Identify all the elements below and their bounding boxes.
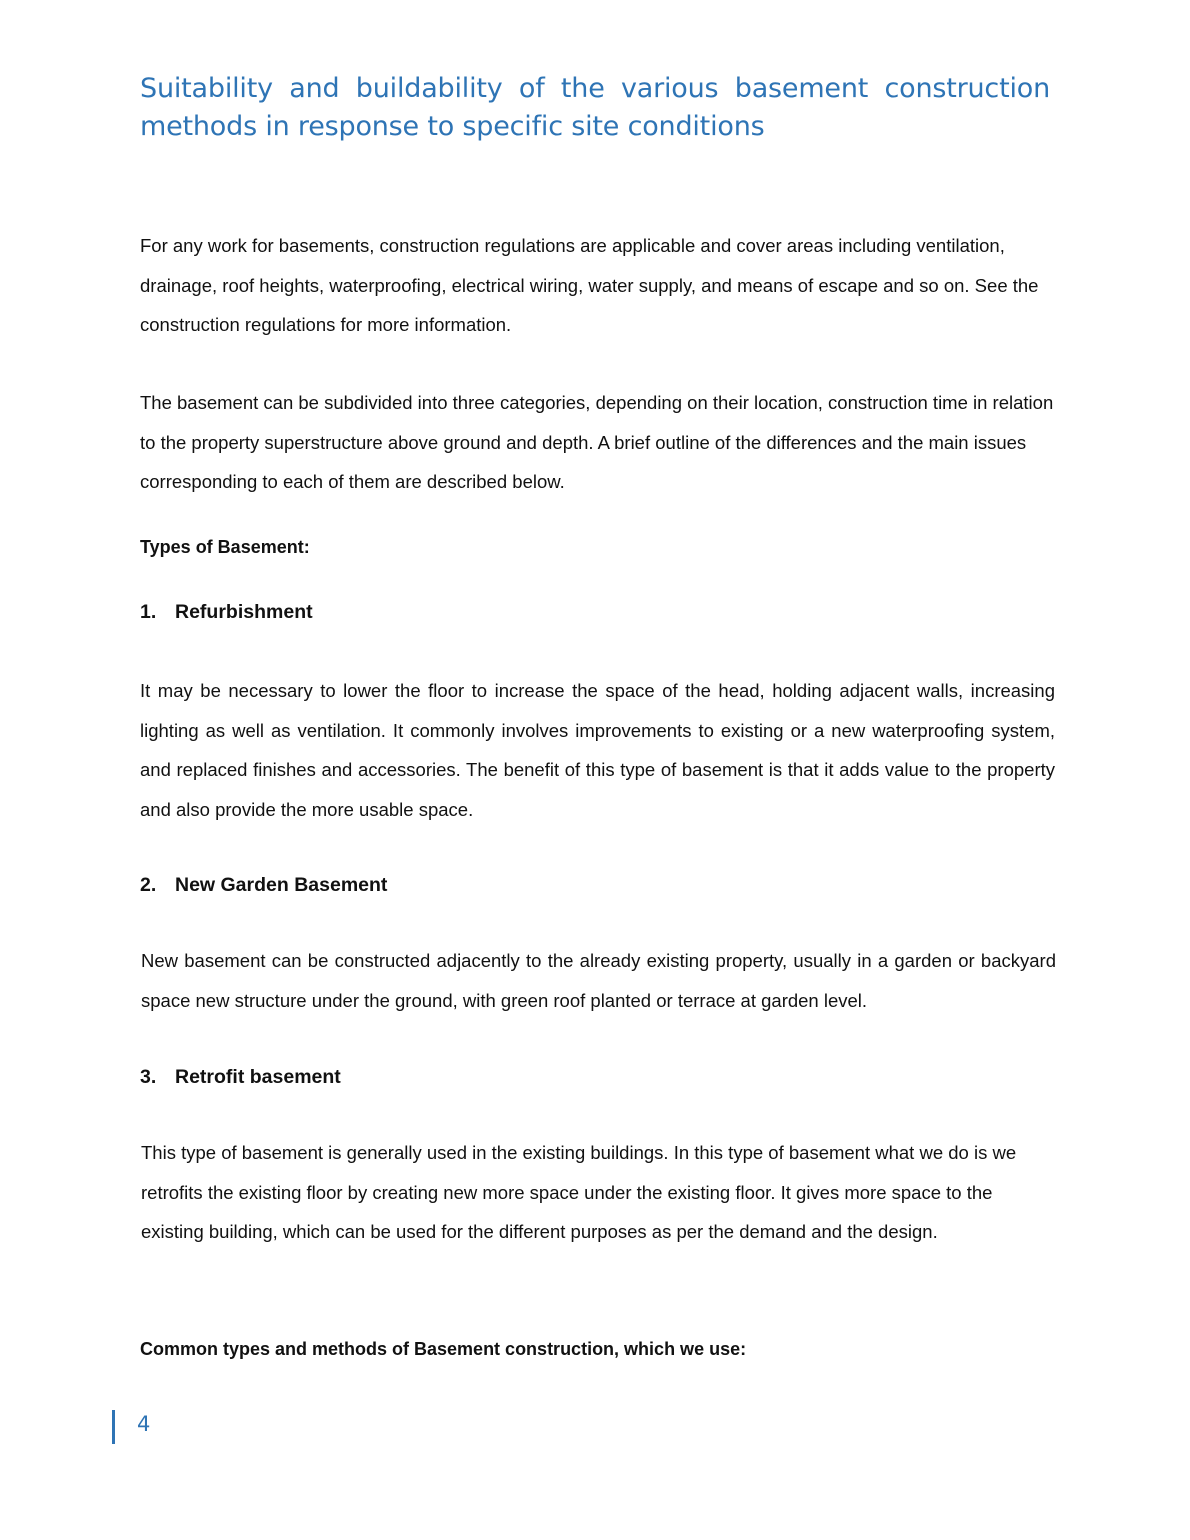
- methods-label: Common types and methods of Basement construction, which we use:: [140, 1339, 747, 1359]
- document-title: Suitability and buildability of the various basement construction methods in response to specific site conditions: [140, 73, 1050, 142]
- section-heading-refurbishment: [140, 601, 313, 624]
- types-of-basement-label: Types of Basement:: [140, 537, 310, 557]
- section-title: Retrofit basement: [175, 1066, 341, 1088]
- categories-intro-paragraph: The basement can be subdivided into three categories, depending on their location, construction time in relation to the property superstructure above ground and depth. A brief outline of the differences and the main issues corresponding to each of them are described below.: [140, 392, 1054, 492]
- intro-paragraph: For any work for basements, construction regulations are applicable and cover areas including ventilation, drainage, roof heights, waterproofing, electrical wiring, water supply, and means of escape and so on. See the construction regulations for more information.: [140, 235, 1039, 335]
- section-title: Refurbishment: [175, 601, 313, 623]
- section-paragraph-new-garden-basement: New basement can be constructed adjacently to the already existing property, usually in a garden or backyard space new structure under the ground, with green roof planted or terrace at garden level.: [141, 950, 1056, 1011]
- section-title: New Garden Basement: [175, 874, 388, 896]
- footer-accent-bar: [112, 1410, 115, 1444]
- section-number: 3.: [140, 1066, 157, 1088]
- page-number: 4: [137, 1412, 151, 1436]
- section-number: 2.: [140, 874, 157, 896]
- section-heading-new-garden-basement: [140, 874, 387, 897]
- section-heading-retrofit-basement: [140, 1066, 341, 1089]
- section-number: 1.: [140, 601, 157, 623]
- section-paragraph-refurbishment: It may be necessary to lower the floor to increase the space of the head, holding adjacent walls, increasing lighting as well as ventilation. It commonly involves improvements to existing or a new waterproofing system, and replaced finishes and accessories. The benefit of this type of basement is that it adds value to the property and also provide the more usable space.: [140, 680, 1055, 820]
- section-paragraph-retrofit-basement: This type of basement is generally used in the existing buildings. In this type of basement what we do is we retrofits the existing floor by creating new more space under the existing floor. It gives more space to the existing building, which can be used for the different purposes as per the demand and the design.: [141, 1142, 1017, 1242]
